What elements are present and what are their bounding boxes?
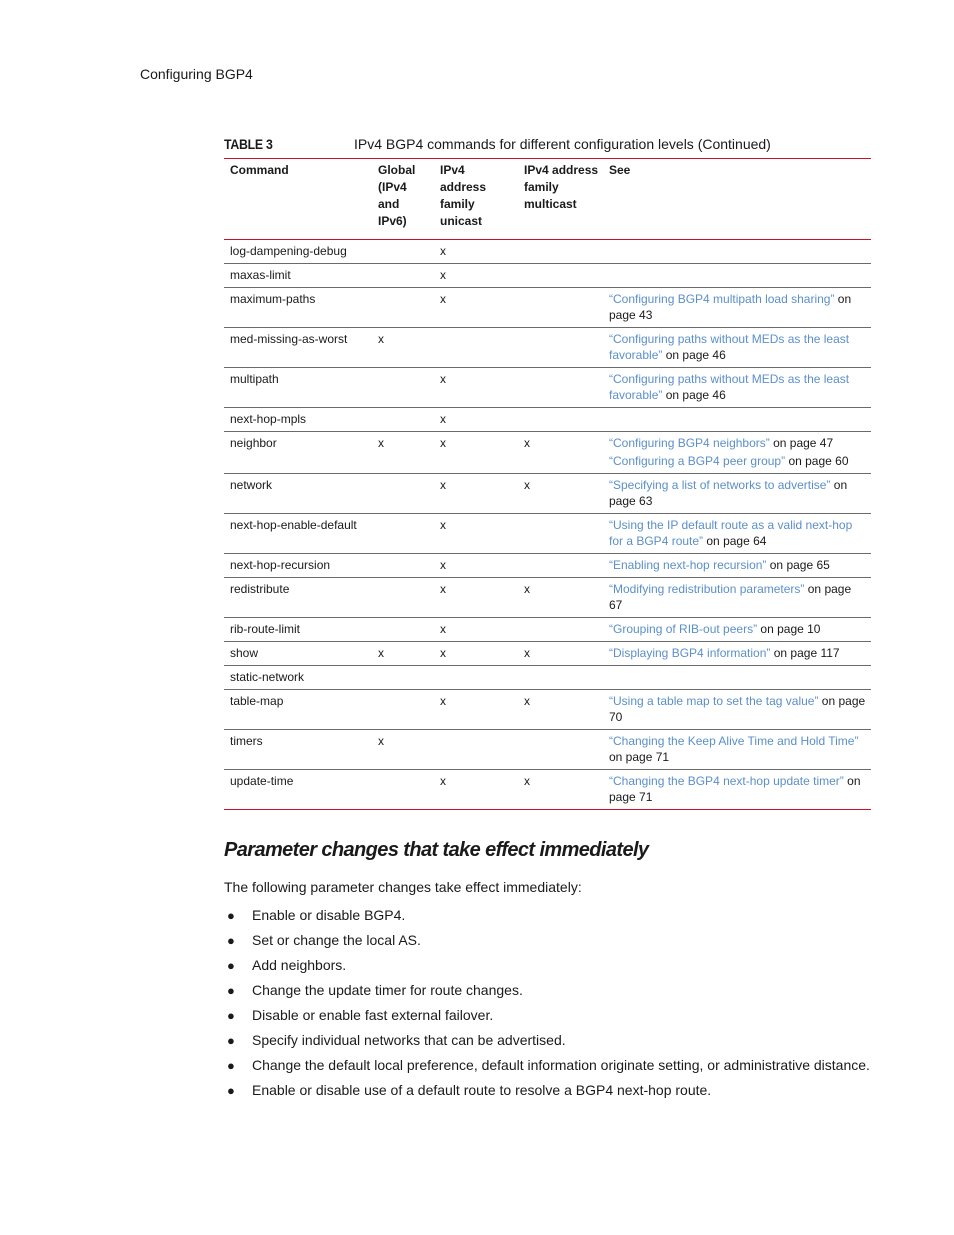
- table-row: [224, 730, 871, 770]
- table-row: [224, 770, 871, 810]
- cell-command: next-hop-enable-default: [230, 518, 357, 532]
- cross-reference: [609, 557, 867, 573]
- cell-unicast: x: [440, 244, 446, 258]
- list-item: [224, 956, 870, 975]
- list-item: [224, 931, 870, 950]
- list-item-text: Change the update timer for route changes.: [252, 982, 523, 998]
- page-reference: on page 67: [609, 582, 852, 612]
- cross-reference: [609, 453, 867, 469]
- page-reference: on page 63: [609, 478, 848, 508]
- running-header: Configuring BGP4: [140, 66, 253, 82]
- cell-global: x: [378, 436, 384, 450]
- cell-unicast: x: [440, 582, 446, 596]
- cell-unicast: x: [440, 694, 446, 708]
- cell-see: [603, 328, 871, 368]
- cell-multicast: x: [524, 436, 530, 450]
- cross-reference: [609, 331, 867, 363]
- cell-unicast: x: [440, 518, 446, 532]
- list-item-text: Add neighbors.: [252, 957, 347, 973]
- cell-multicast: [518, 240, 603, 264]
- table-header-row: [224, 159, 871, 240]
- cell-see: [603, 408, 871, 432]
- cell-global: [372, 666, 434, 690]
- list-item-text: Enable or disable BGP4.: [252, 907, 406, 923]
- table-row: [224, 578, 871, 618]
- cell-multicast: [518, 264, 603, 288]
- commands-table-block: [224, 134, 871, 810]
- cross-reference: [609, 371, 867, 403]
- list-item: [224, 1081, 870, 1100]
- cell-command: next-hop-recursion: [230, 558, 331, 572]
- cell-command: table-map: [230, 694, 284, 708]
- table-row: [224, 666, 871, 690]
- cross-reference: [609, 621, 867, 637]
- cell-global: x: [378, 646, 384, 660]
- page-reference: on page 117: [770, 646, 840, 660]
- cell-unicast: [434, 666, 518, 690]
- cell-unicast: [434, 328, 518, 368]
- cell-multicast: x: [524, 582, 530, 596]
- cell-unicast: x: [440, 292, 446, 306]
- cell-command: redistribute: [230, 582, 290, 596]
- page-reference: on page 43: [609, 292, 852, 322]
- bullet-icon: ●: [227, 1083, 235, 1098]
- table-row: [224, 328, 871, 368]
- cell-command: next-hop-mpls: [230, 412, 307, 426]
- table-row: [224, 240, 871, 264]
- cell-command: network: [230, 478, 273, 492]
- cross-reference: [609, 733, 867, 765]
- page-reference: on page 65: [766, 558, 830, 572]
- cell-unicast: x: [440, 774, 446, 788]
- cell-global: [372, 264, 434, 288]
- cell-command: show: [230, 646, 259, 660]
- cell-global: [372, 240, 434, 264]
- cell-command: maxas-limit: [230, 268, 291, 282]
- cell-see: [603, 578, 871, 618]
- cell-multicast: x: [524, 694, 530, 708]
- cross-reference-link[interactable]: “Enabling next-hop recursion”: [609, 558, 767, 572]
- page-reference: on page 46: [662, 388, 726, 402]
- table-row: [224, 288, 871, 328]
- page-reference: on page 71: [609, 774, 861, 804]
- cell-multicast: [518, 554, 603, 578]
- cross-reference-link[interactable]: “Displaying BGP4 information”: [609, 646, 771, 660]
- cell-see: [603, 642, 871, 666]
- cell-global: x: [378, 734, 384, 748]
- list-item: [224, 1056, 870, 1075]
- cell-global: [372, 514, 434, 554]
- cross-reference: [609, 517, 867, 549]
- cell-global: [372, 288, 434, 328]
- bullet-icon: ●: [227, 958, 235, 973]
- cell-command: log-dampening-debug: [230, 244, 347, 258]
- cross-reference-link[interactable]: “Grouping of RIB-out peers”: [609, 622, 758, 636]
- cell-unicast: x: [440, 412, 446, 426]
- column-header-multicast: IPv4 address family multicast: [524, 163, 599, 211]
- cell-multicast: [518, 408, 603, 432]
- cell-multicast: [518, 368, 603, 408]
- cell-see: [603, 690, 871, 730]
- cross-reference: [609, 581, 867, 613]
- cross-reference-link[interactable]: “Changing the BGP4 next-hop update timer”: [609, 774, 844, 788]
- cell-unicast: x: [440, 436, 446, 450]
- cell-command: multipath: [230, 372, 279, 386]
- list-item: [224, 981, 870, 1000]
- table-row: [224, 690, 871, 730]
- list-item: [224, 906, 870, 925]
- bullet-icon: ●: [227, 983, 235, 998]
- cell-unicast: x: [440, 268, 446, 282]
- cell-see: [603, 514, 871, 554]
- cell-see: [603, 288, 871, 328]
- cell-command: static-network: [230, 670, 305, 684]
- cell-multicast: [518, 328, 603, 368]
- cell-command: rib-route-limit: [230, 622, 301, 636]
- page-reference: on page 64: [703, 534, 767, 548]
- cell-unicast: x: [440, 646, 446, 660]
- list-item-text: Change the default local preference, default information originate setting, or administrative distance.: [252, 1057, 870, 1073]
- bullet-icon: ●: [227, 1008, 235, 1023]
- page-reference: on page 71: [609, 750, 670, 764]
- cell-see: [603, 730, 871, 770]
- table-row: [224, 408, 871, 432]
- table-row: [224, 642, 871, 666]
- cross-reference-link[interactable]: “Changing the Keep Alive Time and Hold Time”: [609, 734, 859, 748]
- cell-global: [372, 554, 434, 578]
- column-header-see: See: [609, 163, 631, 177]
- table-row: [224, 474, 871, 514]
- cell-unicast: [434, 730, 518, 770]
- table-row: [224, 264, 871, 288]
- cell-global: [372, 368, 434, 408]
- cell-unicast: x: [440, 372, 446, 386]
- cross-reference: [609, 773, 867, 805]
- page-reference: on page 46: [662, 348, 726, 362]
- table-label: TABLE 3: [224, 136, 273, 152]
- cell-command: med-missing-as-worst: [230, 332, 348, 346]
- cross-reference-link[interactable]: “Using a table map to set the tag value”: [609, 694, 819, 708]
- bullet-icon: ●: [227, 908, 235, 923]
- cell-unicast: x: [440, 622, 446, 636]
- list-item-text: Set or change the local AS.: [252, 932, 421, 948]
- cell-multicast: x: [524, 478, 530, 492]
- cell-global: [372, 578, 434, 618]
- cell-see: [603, 264, 871, 288]
- section-heading: Parameter changes that take effect immediately: [224, 839, 649, 861]
- commands-table: [224, 159, 871, 810]
- cell-global: x: [378, 332, 384, 346]
- table-row: [224, 368, 871, 408]
- column-header-unicast: IPv4 address family unicast: [440, 163, 487, 228]
- cell-multicast: x: [524, 774, 530, 788]
- cross-reference: [609, 291, 867, 323]
- cell-see: [603, 240, 871, 264]
- page-reference: on page 60: [785, 454, 849, 468]
- bullet-list: [224, 906, 870, 1106]
- cell-see: [603, 368, 871, 408]
- cell-command: timers: [230, 734, 263, 748]
- page-reference: on page 10: [757, 622, 821, 636]
- table-body: [224, 240, 871, 810]
- cross-reference-link[interactable]: “Configuring paths without MEDs as the least favorable”: [609, 332, 850, 362]
- table-row: [224, 514, 871, 554]
- cell-multicast: [518, 730, 603, 770]
- section-intro: The following parameter changes take effect immediately:: [224, 879, 582, 895]
- table-row: [224, 432, 871, 474]
- bullet-icon: ●: [227, 1058, 235, 1073]
- cell-command: maximum-paths: [230, 292, 316, 306]
- cell-unicast: x: [440, 478, 446, 492]
- list-item: [224, 1006, 870, 1025]
- list-item-text: Specify individual networks that can be advertised.: [252, 1032, 566, 1048]
- cross-reference: [609, 435, 867, 451]
- cell-see: [603, 554, 871, 578]
- page-reference: on page 47: [769, 436, 834, 450]
- table-caption: [224, 134, 871, 158]
- cell-global: [372, 408, 434, 432]
- cross-reference-link[interactable]: “Specifying a list of networks to advertise”: [609, 478, 831, 492]
- cell-see: [603, 432, 871, 474]
- list-item-text: Disable or enable fast external failover.: [252, 1007, 494, 1023]
- page-reference: on page 70: [609, 694, 866, 724]
- cell-global: [372, 474, 434, 514]
- cell-multicast: [518, 618, 603, 642]
- bullet-icon: ●: [227, 933, 235, 948]
- cell-see: [603, 666, 871, 690]
- column-header-command: Command: [230, 163, 289, 177]
- list-item-text: Enable or disable use of a default route to resolve a BGP4 next-hop route.: [252, 1082, 712, 1098]
- cross-reference: [609, 477, 867, 509]
- cross-reference: [609, 693, 867, 725]
- cross-reference-link[interactable]: “Configuring BGP4 neighbors”: [609, 436, 770, 450]
- cell-multicast: x: [524, 646, 530, 660]
- cell-global: [372, 618, 434, 642]
- cell-see: [603, 474, 871, 514]
- table-title: IPv4 BGP4 commands for different configuration levels (Continued): [354, 136, 771, 152]
- table-row: [224, 618, 871, 642]
- table-row: [224, 554, 871, 578]
- cross-reference: [609, 645, 867, 661]
- cell-command: update-time: [230, 774, 294, 788]
- cross-reference-link[interactable]: “Modifying redistribution parameters”: [609, 582, 805, 596]
- cell-multicast: [518, 666, 603, 690]
- cell-multicast: [518, 288, 603, 328]
- bullet-icon: ●: [227, 1033, 235, 1048]
- cell-unicast: x: [440, 558, 446, 572]
- cell-multicast: [518, 514, 603, 554]
- cross-reference-link[interactable]: “Using the IP default route as a valid next-hop for a BGP4 route”: [609, 518, 853, 548]
- column-header-global: Global (IPv4 and IPv6): [378, 163, 416, 228]
- list-item: [224, 1031, 870, 1050]
- cell-global: [372, 770, 434, 810]
- cell-see: [603, 618, 871, 642]
- cross-reference-link[interactable]: “Configuring a BGP4 peer group”: [609, 454, 786, 468]
- cell-global: [372, 690, 434, 730]
- cell-command: neighbor: [230, 436, 277, 450]
- cross-reference-link[interactable]: “Configuring paths without MEDs as the least favorable”: [609, 372, 850, 402]
- cross-reference-link[interactable]: “Configuring BGP4 multipath load sharing”: [609, 292, 835, 306]
- cell-see: [603, 770, 871, 810]
